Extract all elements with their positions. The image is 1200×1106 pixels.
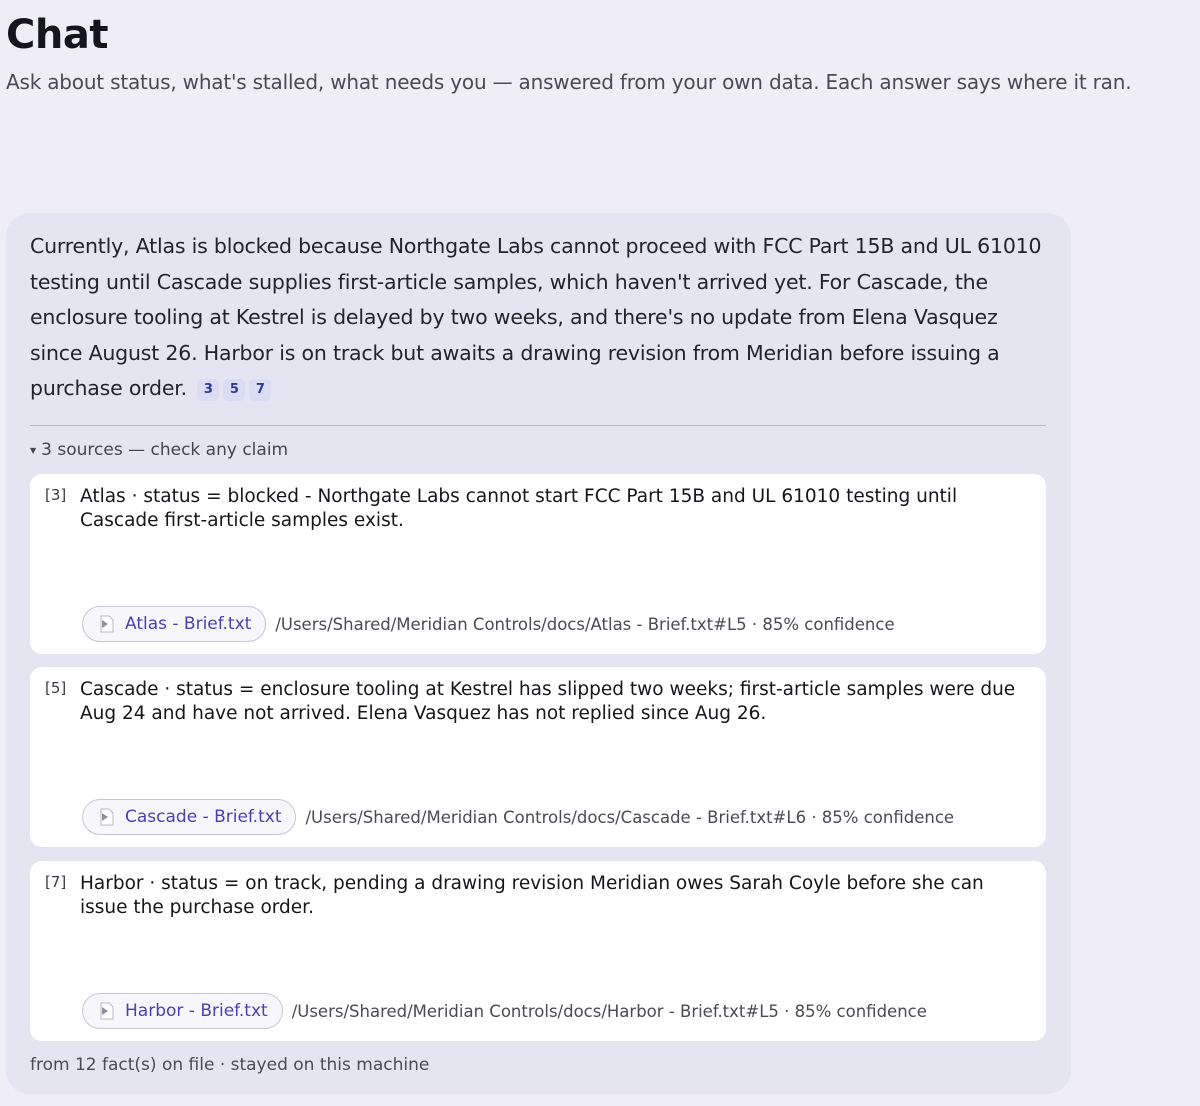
source-file-row [82, 606, 895, 642]
source-text: Atlas · status = blocked - Northgate Labs cannot start FCC Part 15B and UL 61010 testing until Cascade first-article samples exist. [80, 486, 958, 531]
citation-chip[interactable]: 7 [249, 379, 271, 401]
source-meta: /Users/Shared/Meridian Controls/docs/Harbor - Brief.txt#L5 · 85% confidence [291, 1001, 927, 1021]
page-title: Chat [6, 12, 108, 58]
sources-toggle-label: 3 sources — check any claim [41, 440, 289, 460]
source-meta: /Users/Shared/Meridian Controls/docs/Cascade - Brief.txt#L6 · 85% confidence [305, 807, 955, 827]
source-card [30, 667, 1046, 847]
source-file-name: Atlas - Brief.txt [125, 614, 252, 634]
source-file-row [82, 799, 954, 835]
file-icon [99, 1002, 115, 1020]
source-text: Cascade · status = enclosure tooling at Kestrel has slipped two weeks; first-article samples were due Aug 24 and have not arrived. Elena Vasquez has not replied since Aug 26. [80, 679, 1016, 724]
source-ref: [7] [45, 873, 67, 891]
file-icon [99, 615, 115, 633]
source-file-name: Cascade - Brief.txt [125, 807, 282, 827]
source-file-link[interactable] [82, 799, 296, 835]
source-file-link[interactable] [82, 993, 283, 1029]
citation-chip[interactable]: 5 [223, 379, 245, 401]
source-card [30, 861, 1046, 1041]
source-ref: [3] [45, 486, 67, 504]
answer-body: Currently, Atlas is blocked because Northgate Labs cannot proceed with FCC Part 15B and UL 61010 testing until Cascade supplies first-article samples, which haven't arrived yet. For Cascade, the enclosure tooling at Kestrel is delayed by two weeks, and there's no update from Elena Vasquez since August 26. Harbor is on track but awaits a drawing revision from Meridian before issuing a purchase order. [30, 234, 1042, 400]
source-meta: /Users/Shared/Meridian Controls/docs/Atlas - Brief.txt#L5 · 85% confidence [275, 614, 895, 634]
source-file-name: Harbor - Brief.txt [125, 1001, 268, 1021]
source-file-row [82, 993, 927, 1029]
source-file-link[interactable] [82, 606, 266, 642]
citation-chip[interactable]: 3 [197, 379, 219, 401]
caret-down-icon: ▼ [30, 445, 37, 455]
source-card [30, 474, 1046, 654]
source-text: Harbor · status = on track, pending a drawing revision Meridian owes Sarah Coyle before she can issue the purchase order. [80, 873, 984, 918]
page-subtitle: Ask about status, what's stalled, what needs you — answered from your own data. Each answer says where it ran. [6, 70, 1132, 94]
file-icon [99, 808, 115, 826]
answer-text [30, 229, 1050, 407]
assistant-message [6, 213, 1071, 1094]
divider [30, 425, 1046, 426]
answer-footer: from 12 fact(s) on file · stayed on this machine [30, 1055, 430, 1075]
sources-toggle[interactable] [30, 440, 288, 460]
source-ref: [5] [45, 679, 67, 697]
